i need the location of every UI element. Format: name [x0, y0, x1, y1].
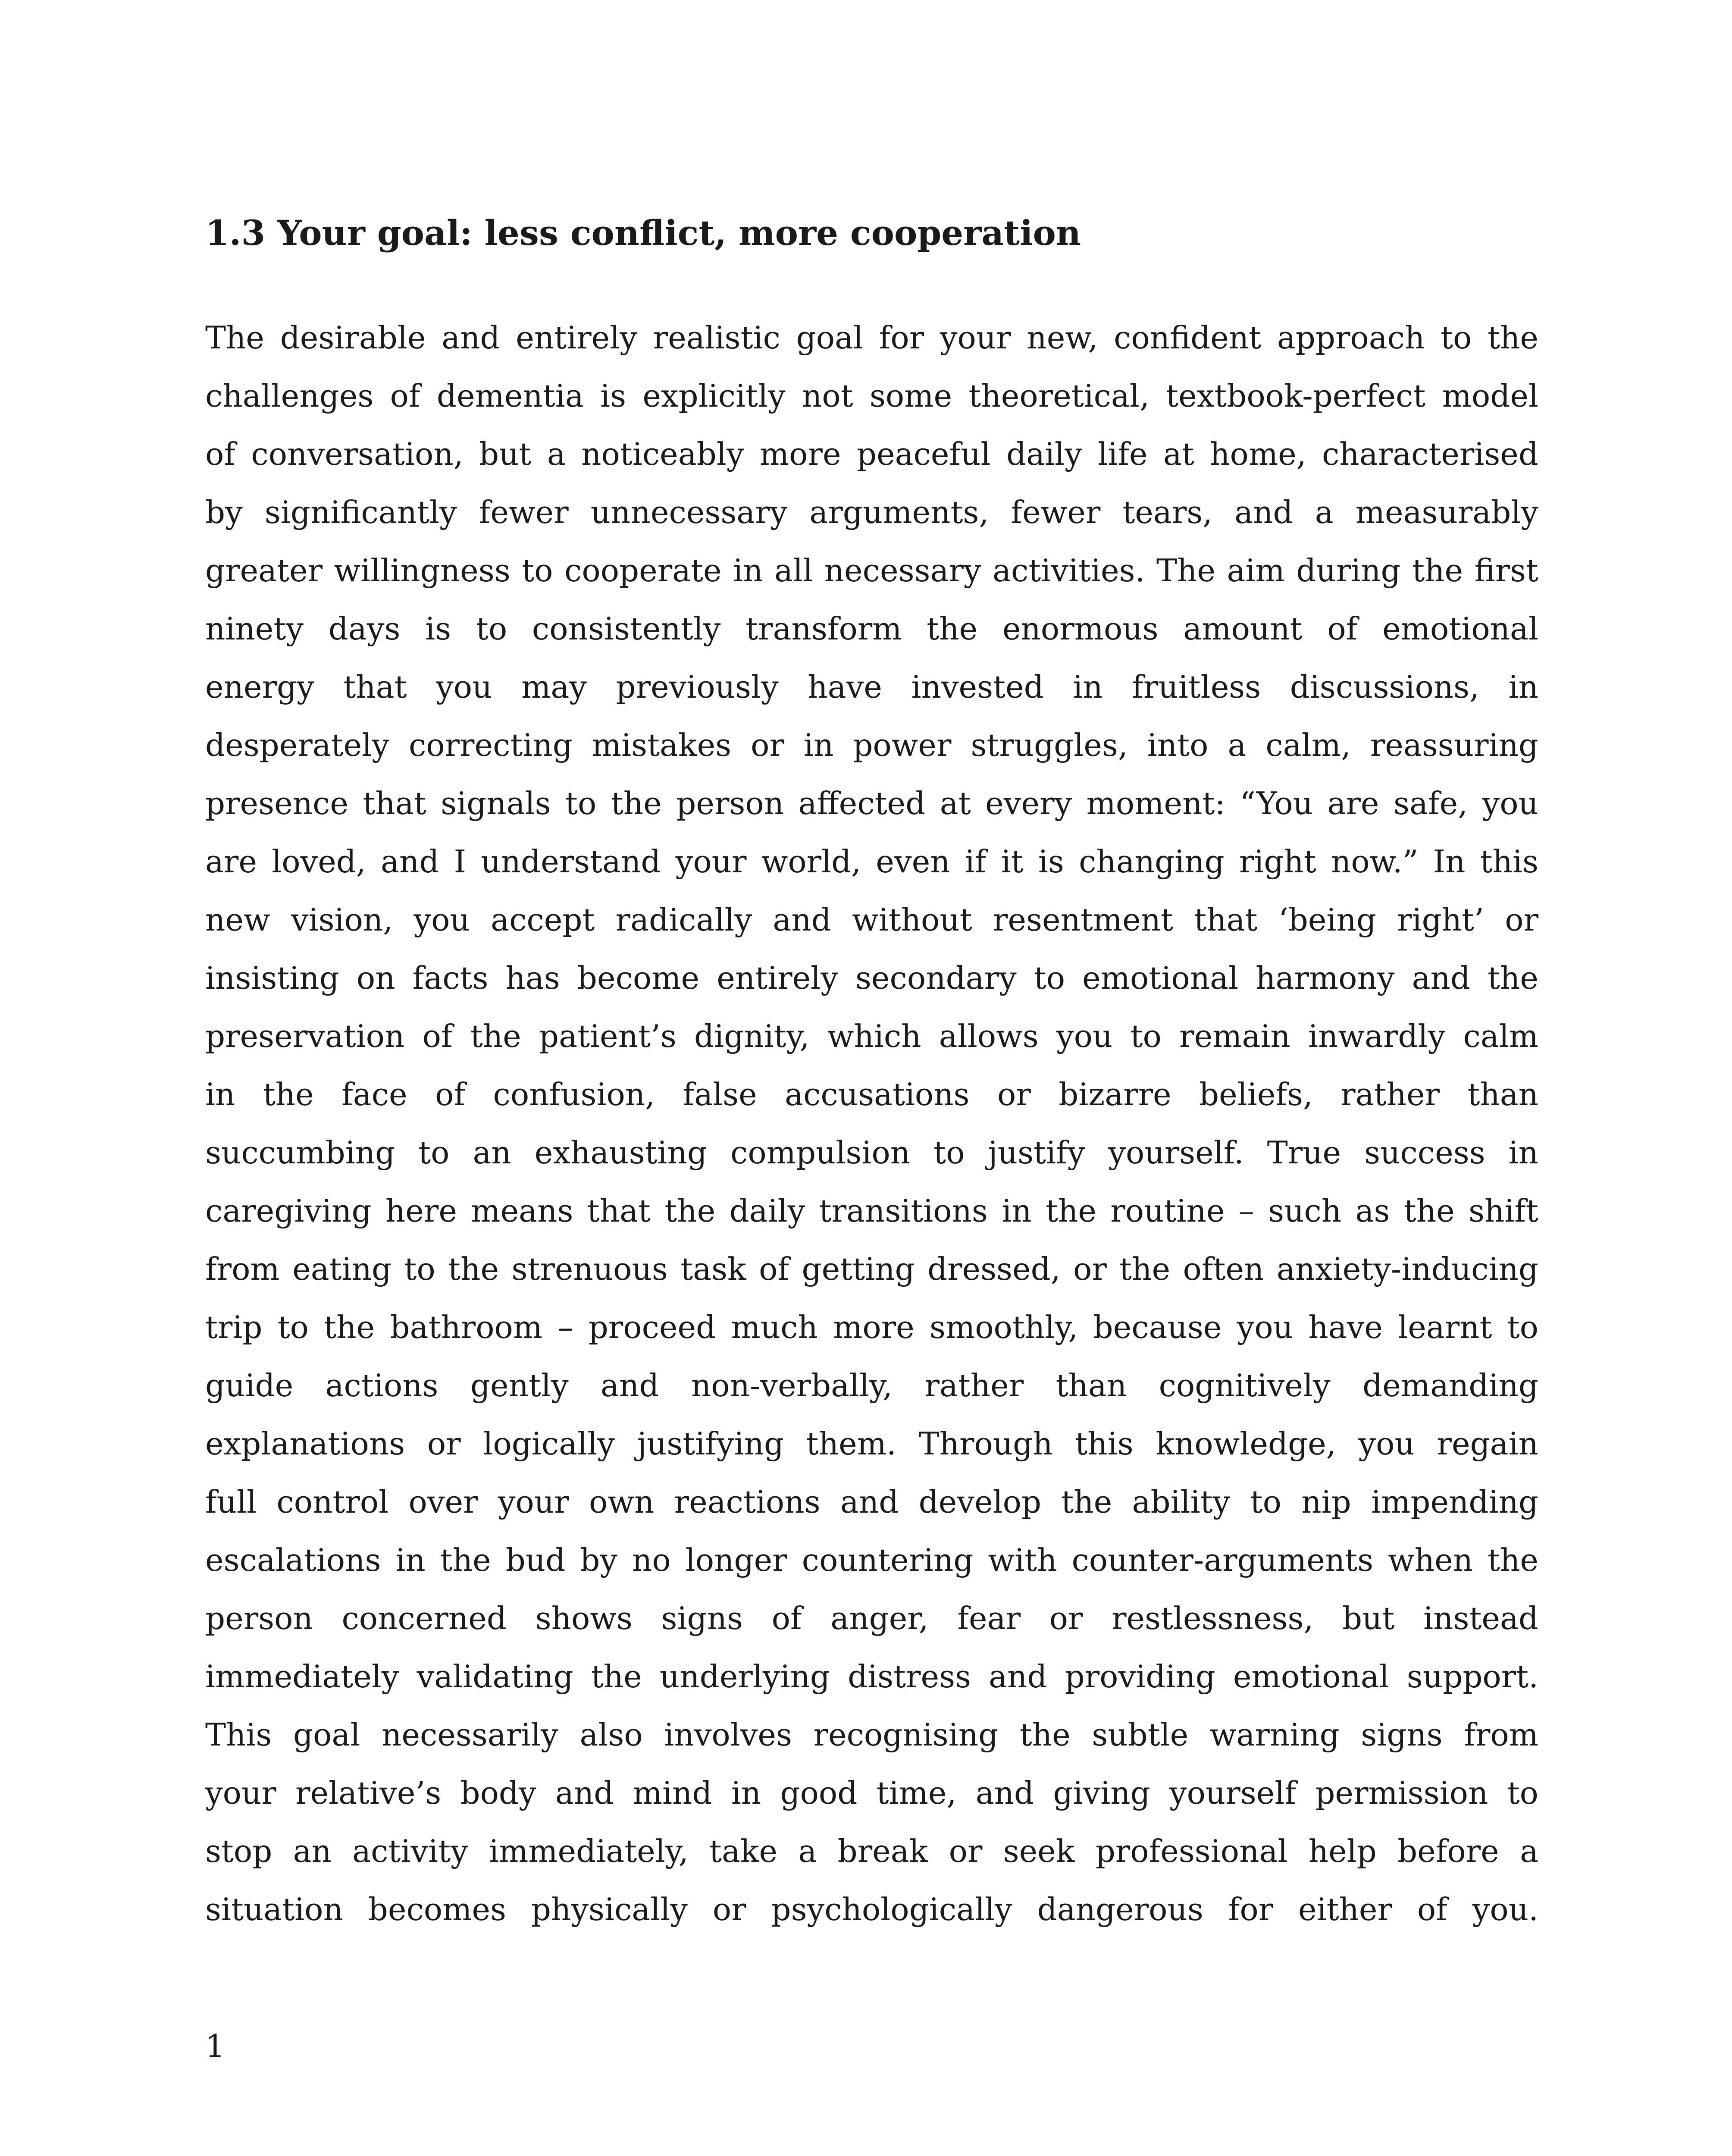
paragraph-line: presence that signals to the person affected at every moment: “You are safe, you [205, 785, 1538, 821]
body-paragraph [205, 309, 1538, 1939]
paragraph-line: explanations or logically justifying them. Through this knowledge, you regain [205, 1426, 1538, 1462]
paragraph-line: guide actions gently and non-verbally, rather than cognitively demanding [205, 1367, 1538, 1404]
paragraph-line: escalations in the bud by no longer countering with counter-arguments when the [205, 1542, 1538, 1578]
paragraph-line: trip to the bathroom – proceed much more smoothly, because you have learnt to [205, 1309, 1538, 1345]
paragraph-line: insisting on facts has become entirely secondary to emotional harmony and the [205, 960, 1538, 996]
paragraph-line: The desirable and entirely realistic goal for your new, confident approach to the [205, 320, 1538, 356]
paragraph-line: This goal necessarily also involves recognising the subtle warning signs from [205, 1717, 1538, 1753]
page-number: 1 [205, 2028, 225, 2064]
paragraph-line: from eating to the strenuous task of getting dressed, or the often anxiety-inducing [205, 1251, 1538, 1287]
paragraph-line: are loved, and I understand your world, even if it is changing right now.” In this [205, 843, 1538, 880]
paragraph-line: in the face of confusion, false accusations or bizarre beliefs, rather than [205, 1076, 1538, 1112]
paragraph-line: greater willingness to cooperate in all necessary activities. The aim during the first [205, 552, 1538, 589]
paragraph-line: new vision, you accept radically and without resentment that ‘being right’ or [205, 902, 1538, 938]
paragraph-line: immediately validating the underlying distress and providing emotional support. [205, 1658, 1538, 1695]
paragraph-line: ninety days is to consistently transform the enormous amount of emotional [205, 611, 1538, 647]
paragraph-line: stop an activity immediately, take a break or seek professional help before a [205, 1833, 1538, 1869]
paragraph-line: energy that you may previously have invested in fruitless discussions, in [205, 669, 1538, 705]
paragraph-line: person concerned shows signs of anger, fear or restlessness, but instead [205, 1600, 1538, 1636]
paragraph-line: situation becomes physically or psychologically dangerous for either of you. [205, 1891, 1538, 1927]
paragraph-line: caregiving here means that the daily transitions in the routine – such as the shift [205, 1193, 1538, 1229]
section-heading: 1.3 Your goal: less conflict, more cooperation [205, 213, 1081, 253]
paragraph-line: by significantly fewer unnecessary arguments, fewer tears, and a measurably [205, 494, 1538, 530]
paragraph-line: preservation of the patient’s dignity, which allows you to remain inwardly calm [205, 1018, 1538, 1054]
paragraph-line: of conversation, but a noticeably more peaceful daily life at home, characterised [205, 436, 1538, 472]
paragraph-line: challenges of dementia is explicitly not some theoretical, textbook-perfect model [205, 378, 1538, 414]
paragraph-line: your relative’s body and mind in good time, and giving yourself permission to [205, 1775, 1538, 1811]
paragraph-line: succumbing to an exhausting compulsion to justify yourself. True success in [205, 1134, 1538, 1171]
paragraph-line: full control over your own reactions and develop the ability to nip impending [205, 1484, 1538, 1520]
paragraph-line: desperately correcting mistakes or in power struggles, into a calm, reassuring [205, 727, 1538, 763]
